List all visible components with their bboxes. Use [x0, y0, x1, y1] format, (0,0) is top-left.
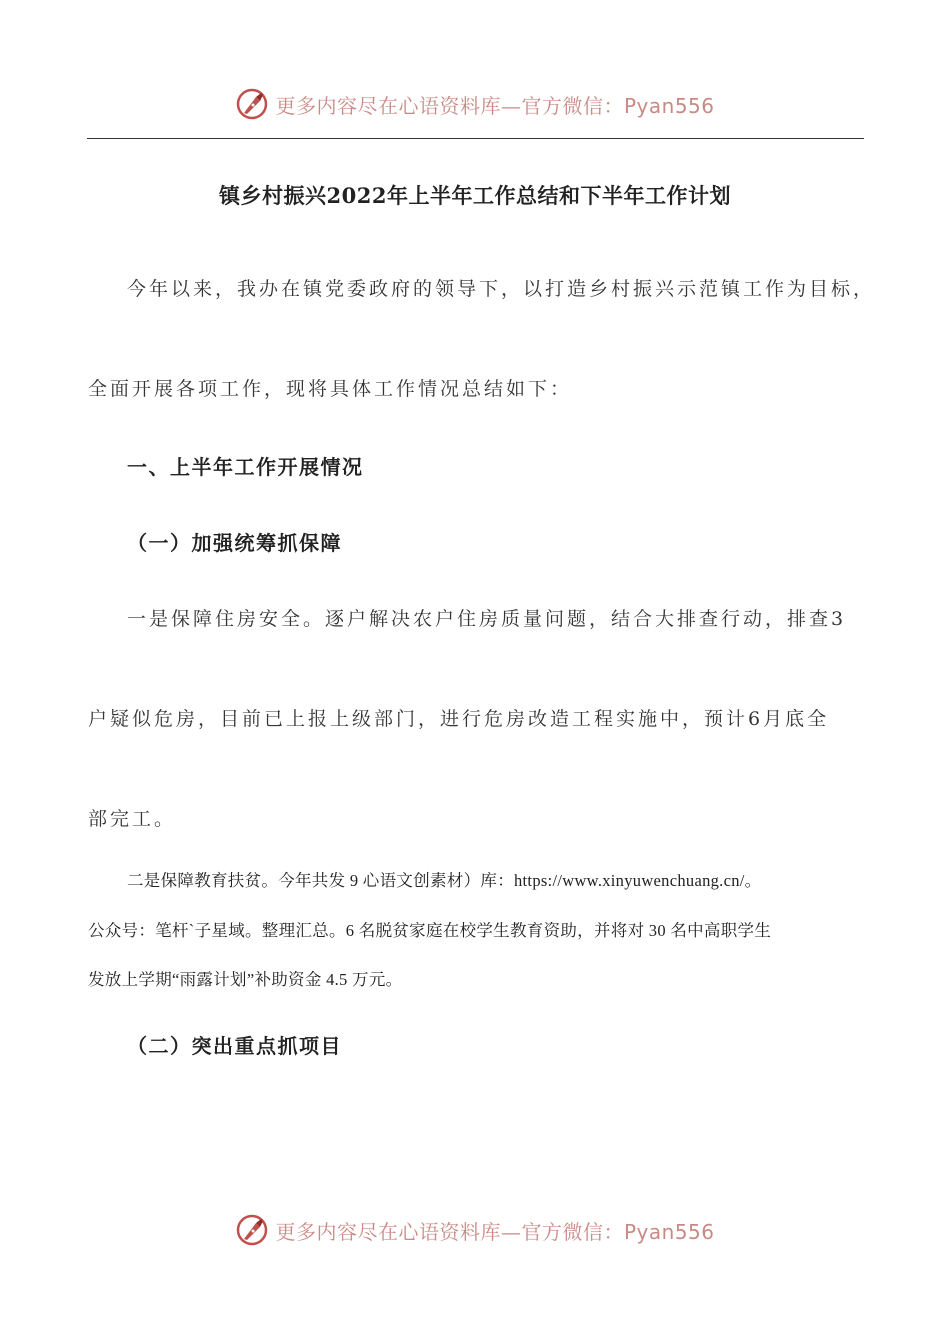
- pen-nib-logo-icon: [235, 87, 269, 121]
- subsection-1-heading: （一）加强统筹抓保障: [127, 531, 342, 555]
- footer-banner-text: 更多内容尽在心语资料库—官方微信：Pyan556: [275, 1219, 715, 1244]
- para-1-line-1: 一是保障住房安全。逐户解决农户住房质量问题，结合大排查行动，排查3: [127, 608, 847, 630]
- footer-banner: [0, 1210, 950, 1250]
- para-1-line-3: 部完工。: [88, 808, 177, 830]
- para-2-line-2: 公众号：笔杆`子星域。整理汇总。6 名脱贫家庭在校学生教育资助，并将对 30 名中高职学生: [88, 921, 772, 940]
- intro-line-1: 今年以来，我办在镇党委政府的领导下，以打造乡村振兴示范镇工作为目标，: [127, 278, 876, 300]
- document-title: 镇乡村振兴2022年上半年工作总结和下半年工作计划: [219, 183, 731, 208]
- header-divider: [87, 138, 864, 139]
- para-1-line-2: 户疑似危房，目前已上报上级部门，进行危房改造工程实施中，预计6月底全: [88, 708, 830, 730]
- para-2-line-1: 二是保障教育扶贫。今年共发 9 心语文创素材）库：https://www.xinyuwenchuang.cn/。: [127, 871, 762, 890]
- intro-line-2: 全面开展各项工作，现将具体工作情况总结如下：: [88, 378, 573, 400]
- subsection-2-heading: （二）突出重点抓项目: [127, 1034, 342, 1058]
- section-1-heading: 一、上半年工作开展情况: [127, 455, 364, 479]
- para-2-line-3: 发放上学期“雨露计划”补助资金 4.5 万元。: [88, 970, 403, 989]
- header-wechat-id: Pyan556: [623, 93, 715, 118]
- pen-nib-logo-icon: [235, 1213, 269, 1247]
- header-banner-text: 更多内容尽在心语资料库—官方微信：Pyan556: [275, 93, 715, 118]
- footer-wechat-id: Pyan556: [623, 1219, 715, 1244]
- header-banner: [0, 84, 950, 124]
